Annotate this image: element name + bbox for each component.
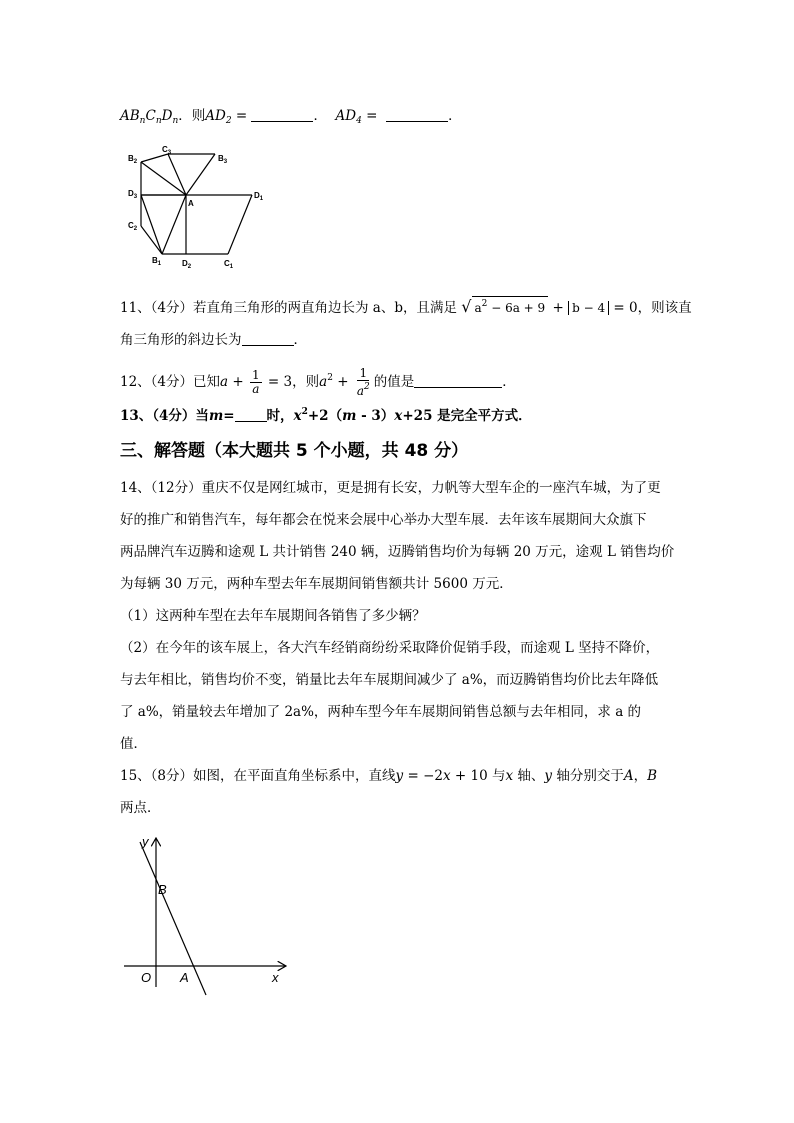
ab-label: AB (120, 108, 140, 124)
answer-blank-q11[interactable] (242, 331, 294, 346)
b-point-label: B (158, 882, 167, 897)
frac-den: a (252, 382, 260, 396)
q14-line2: 好的推广和销售汽车，每年都会在悦来会展中心举办大型车展．去年该车展期间大众旗下 (120, 512, 647, 528)
var-x: x (293, 408, 302, 424)
b2-label: B (128, 154, 134, 163)
b1-label: B (152, 256, 158, 265)
a-label: A (188, 199, 194, 208)
sqrt-rest: − 6a + 9 (487, 301, 546, 315)
c1-sub: 1 (229, 264, 234, 270)
plus-sign: + (228, 374, 248, 390)
frac-num: 1 (252, 368, 260, 382)
q15-mid3: 轴分别交于 (552, 768, 624, 784)
q12-line (120, 365, 516, 398)
d2-label: D (182, 259, 188, 268)
end-text: ． (448, 108, 462, 124)
b1-sub: 1 (157, 261, 162, 267)
d2-sub: 2 (187, 264, 192, 270)
ad2-sub: 2 (225, 116, 232, 126)
frac-den (355, 381, 372, 398)
q10-tail-line (120, 106, 462, 131)
ad2-label: AD (205, 108, 226, 124)
sqrt-exp: 2 (481, 299, 488, 309)
c2-sub: 2 (133, 226, 138, 232)
point-b: B (647, 768, 657, 784)
sub-n: n (139, 116, 146, 126)
var-y2: y (544, 768, 553, 784)
q11-text: 11、（4分）若直角三角形的两直角边长为 a、b，且满足 (120, 300, 457, 316)
d1-sub: 1 (259, 196, 264, 202)
q11-end: ． (293, 332, 307, 348)
q14-line8: 了 a%，销量较去年增加了 2a%，两种车型今年车展期间销售总额与去年相同，求 a 的 (120, 704, 642, 720)
ad4-sub: 4 (356, 116, 362, 126)
q14-line6: （2）在今年的该车展上，各大汽车经销商纷纷采取降价促销手段，而途观 L 坚持不降价， (120, 640, 660, 656)
q15-prefix: 15、（8分）如图，在平面直角坐标系中，直线 (120, 768, 396, 784)
sub-n: n (172, 116, 179, 126)
fraction-1-over-a2 (355, 367, 372, 398)
frac-den-exp: 2 (363, 382, 370, 392)
when-text: 时， (266, 408, 294, 424)
c1-label: C (224, 259, 230, 268)
svg-text:B2 (128, 154, 138, 165)
q14-line4: 为每辆 30 万元，两种车型去年车展期间销售额共计 5600 万元． (120, 576, 513, 592)
comma: ， (633, 768, 648, 784)
c3-label: C (162, 146, 168, 154)
q13-prefix: 13、（4分）当 (120, 408, 209, 424)
sep-text: ． (313, 108, 327, 124)
q12-tail: 的值是 (373, 374, 415, 390)
plus-sign: + (548, 300, 569, 316)
svg-text:D2 (182, 259, 192, 270)
var-a: a (220, 374, 229, 390)
q11-text-end: ，则该直 (637, 300, 692, 316)
svg-text:C2 (128, 221, 138, 232)
exp-2: 2 (301, 407, 308, 417)
q14-line9: 值． (120, 736, 147, 752)
coordinate-figure (116, 832, 292, 1000)
section-heading: 三、解答题（本大题共 5 个小题，共 48 分） (120, 441, 469, 461)
var-x2: x (394, 408, 403, 424)
y-axis-label: y (142, 834, 149, 849)
eq-sign: = (223, 408, 235, 424)
origin-label: O (141, 970, 152, 985)
svg-text:B1 (152, 256, 162, 267)
b2-sub: 2 (133, 159, 138, 165)
q12-end: ． (502, 374, 516, 390)
frac-num: 1 (359, 366, 368, 380)
answer-blank-q12[interactable] (414, 373, 502, 388)
var-m2: m (342, 408, 357, 424)
b3-sub: 3 (223, 159, 228, 165)
then-text: ．则 (178, 108, 206, 124)
eq-sign: = (361, 108, 382, 124)
frac-den-var: a (356, 384, 364, 398)
answer-blank-q13[interactable] (235, 407, 267, 422)
sub-n: n (155, 116, 162, 126)
b3-label: B (218, 154, 224, 163)
q15-plus10: + 10 (450, 768, 488, 784)
q12-prefix: 12、（4分）已知 (120, 374, 221, 390)
svg-text:D1 (254, 191, 264, 202)
eq-zero: = 0 (609, 300, 638, 316)
q14-line7: 与去年相比，销售均价不变，销量比去年车展期间减少了 a%，而迈腾销售均价比去年降低 (120, 672, 659, 688)
abs-expression: b − 4 (568, 301, 609, 315)
answer-blank-ad2[interactable] (251, 107, 313, 122)
q13-line (120, 402, 532, 426)
var-x: x (442, 768, 451, 784)
a-point-label: A (180, 970, 189, 985)
exp-2: 2 (327, 373, 333, 383)
sqrt-expression (472, 296, 549, 316)
eq-three: = 3 (263, 374, 293, 390)
geometry-figure (122, 146, 272, 272)
svg-text:D3 (128, 189, 138, 200)
ad4-label: AD (335, 108, 357, 124)
q15-mid2: 轴、 (513, 768, 545, 784)
fraction-1-over-a (250, 369, 262, 396)
point-a: A (623, 768, 634, 784)
plus-sign: + (332, 374, 353, 390)
var-a2: a (319, 374, 328, 390)
svg-text:B3 (218, 154, 228, 165)
q14-line1: 14、（12分）重庆不仅是网红城市，更是拥有长安，力帆等大型车企的一座汽车城，为了更 (120, 480, 661, 496)
q13-minus: - 3） (356, 408, 395, 424)
q13-tail: +25 是完全平方式． (402, 408, 532, 424)
q15-line1 (120, 766, 657, 786)
q11-line1 (120, 296, 692, 318)
d3-label: D (128, 189, 134, 198)
var-y: y (395, 768, 404, 784)
c-label: C (145, 108, 156, 124)
var-m: m (208, 408, 224, 424)
sqrt-a: a (474, 301, 482, 315)
then-text: ，则 (292, 374, 320, 390)
q11-line2 (120, 330, 307, 350)
c2-label: C (128, 221, 134, 230)
c3-sub: 3 (167, 150, 172, 156)
svg-text:C1 (224, 259, 234, 270)
eq-sign: = (231, 108, 252, 124)
var-x2: x (505, 768, 514, 784)
q14-line3: 两品牌汽车迈腾和途观 L 共计销售 240 辆，迈腾销售均价为每辆 20 万元，途观 L 销售均价 (120, 544, 675, 560)
sqrt-symbol: √ (461, 297, 472, 316)
x-axis-label: x (272, 970, 279, 985)
q11-line2-text: 角三角形的斜边长为 (120, 332, 242, 348)
svg-text:C3 (162, 146, 172, 156)
q15-eq: = −2 (403, 768, 443, 784)
q14-line5: （1）这两种车型在去年车展期间各销售了多少辆？ (120, 608, 426, 624)
q13-mid: +2（ (307, 408, 343, 424)
d1-label: D (254, 191, 260, 200)
q15-line2: 两点． (120, 800, 161, 816)
answer-blank-ad4[interactable] (386, 107, 448, 122)
d-label: D (161, 108, 173, 124)
q15-mid: 与 (487, 768, 506, 784)
d3-sub: 3 (133, 194, 138, 200)
